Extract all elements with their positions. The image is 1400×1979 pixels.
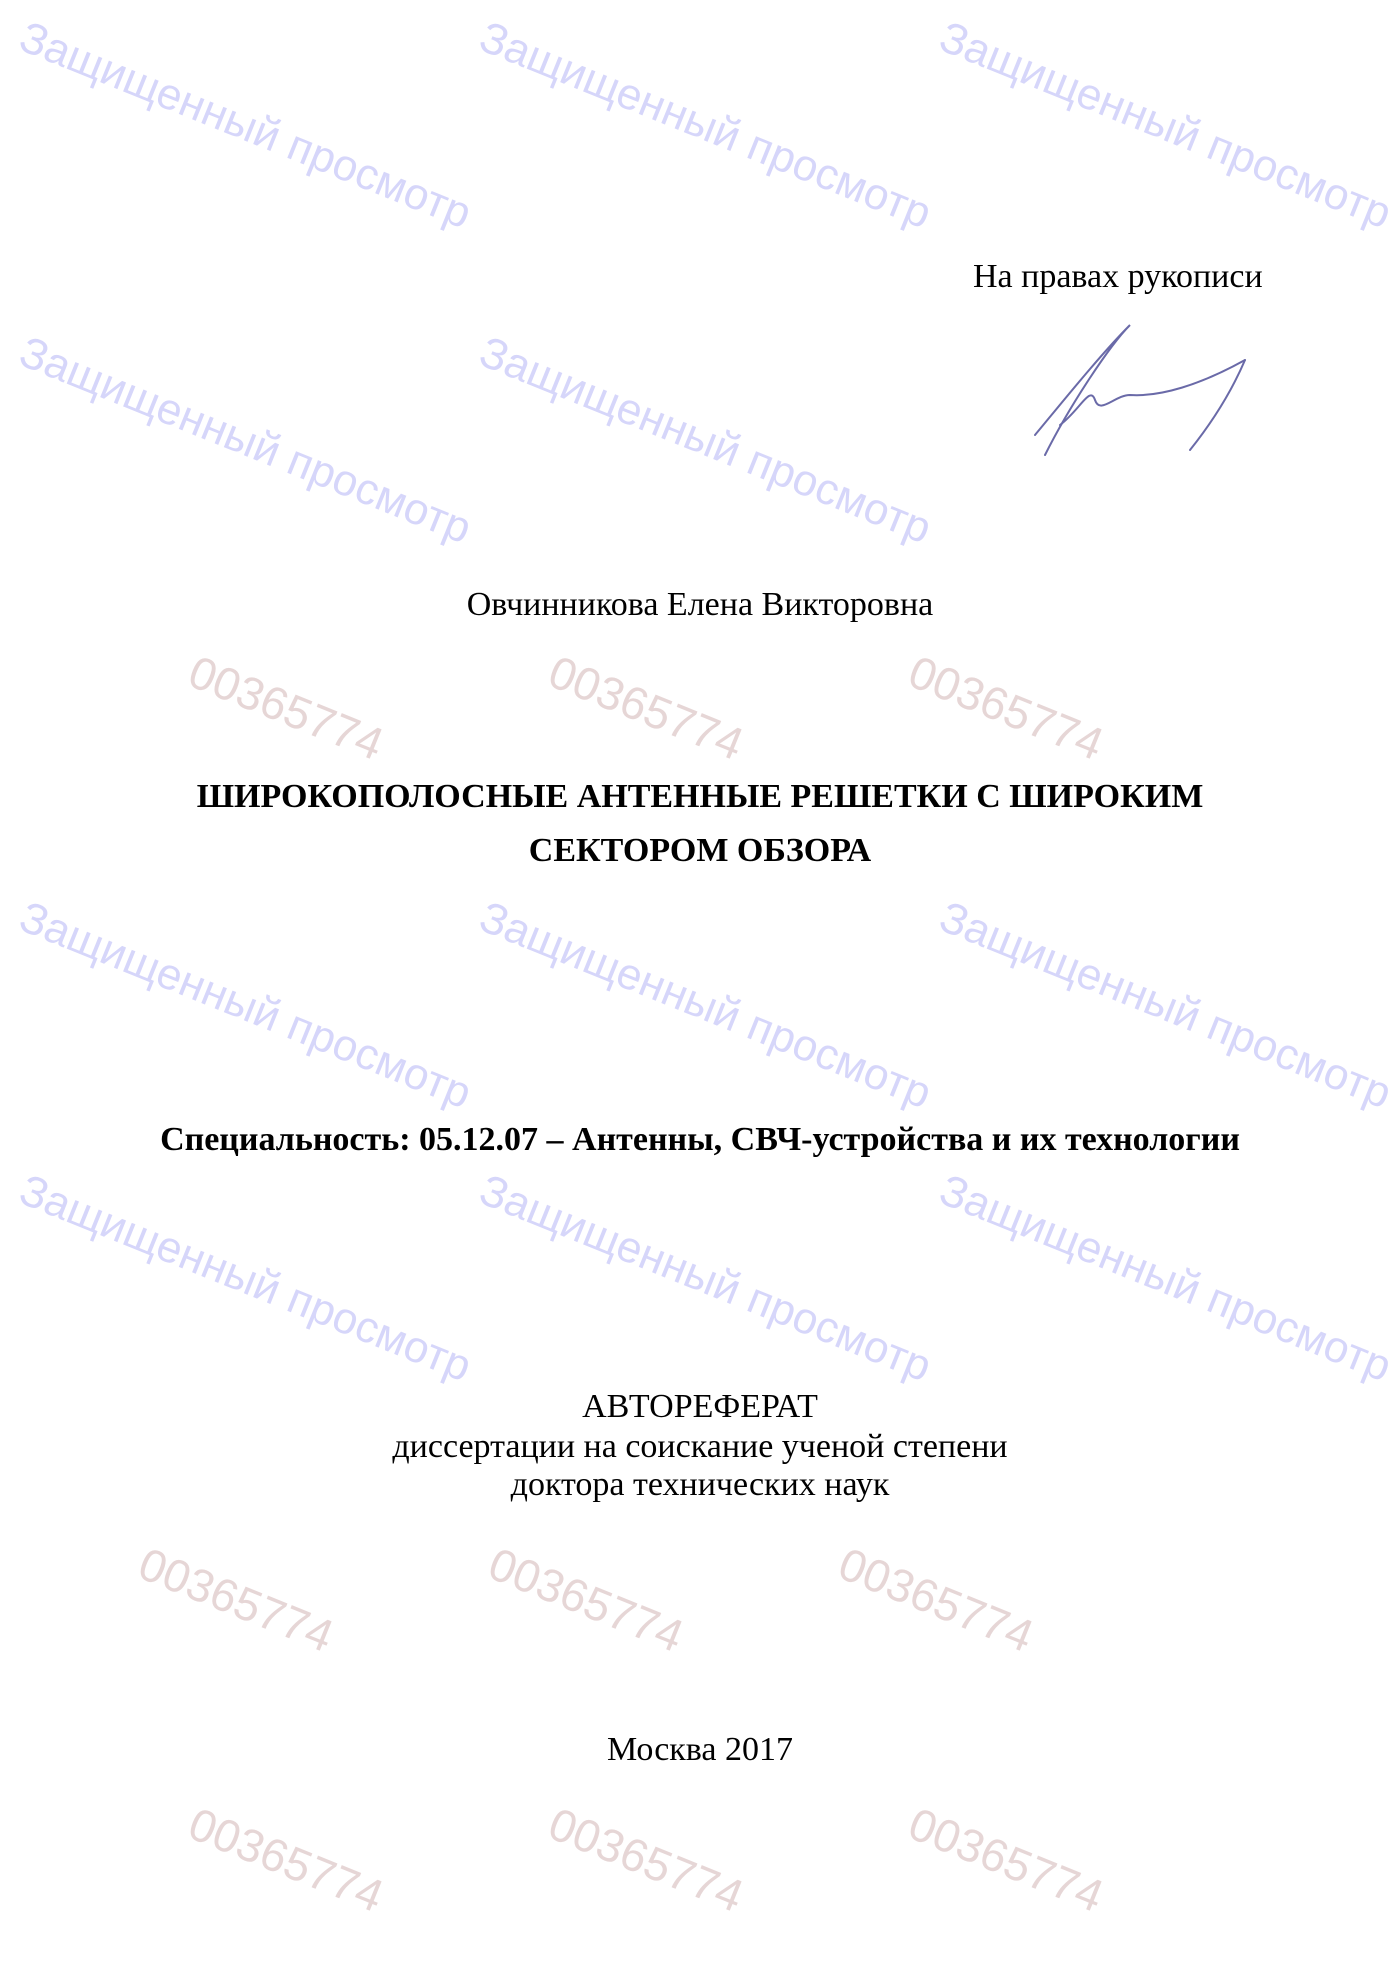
abstract-heading: АВТОРЕФЕРАТ (582, 1388, 818, 1425)
watermark-id: 00365774 (481, 1537, 691, 1663)
title-line-2: СЕКТОРОМ ОБЗОРА (528, 832, 872, 869)
city-year: Москва 2017 (606, 1731, 794, 1768)
watermark-text: Защищенный просмотр (472, 892, 939, 1119)
watermark-text: Защищенный просмотр (12, 892, 479, 1119)
title-line-1: ШИРОКОПОЛОСНЫЕ АНТЕННЫЕ РЕШЕТКИ С ШИРОКИМ (196, 778, 1204, 815)
watermark-text: Защищенный просмотр (932, 1165, 1399, 1392)
watermark-id: 00365774 (541, 1797, 751, 1923)
author-name: Овчинникова Елена Викторовна (466, 586, 934, 623)
specialty: Специальность: 05.12.07 – Антенны, СВЧ-устройства и их технологии (160, 1121, 1240, 1158)
watermark-text: Защищенный просмотр (12, 1165, 479, 1392)
watermark-text: Защищенный просмотр (472, 12, 939, 239)
watermark-text: Защищенный просмотр (932, 892, 1399, 1119)
abstract-line-1: диссертации на соискание ученой степени (392, 1428, 1008, 1465)
signature (1000, 315, 1280, 465)
manuscript-note: На правах рукописи (973, 258, 1263, 295)
abstract-line-2: доктора технических наук (510, 1466, 890, 1503)
watermark-id: 00365774 (181, 645, 391, 771)
watermark-text: Защищенный просмотр (472, 327, 939, 554)
watermark-text: Защищенный просмотр (932, 12, 1399, 239)
watermark-text: Защищенный просмотр (472, 1165, 939, 1392)
watermark-text: Защищенный просмотр (12, 12, 479, 239)
watermark-id: 00365774 (131, 1537, 341, 1663)
watermark-id: 00365774 (541, 645, 751, 771)
watermark-id: 00365774 (901, 645, 1111, 771)
watermark-id: 00365774 (831, 1537, 1041, 1663)
watermark-text: Защищенный просмотр (12, 327, 479, 554)
watermark-id: 00365774 (181, 1797, 391, 1923)
watermark-id: 00365774 (901, 1797, 1111, 1923)
